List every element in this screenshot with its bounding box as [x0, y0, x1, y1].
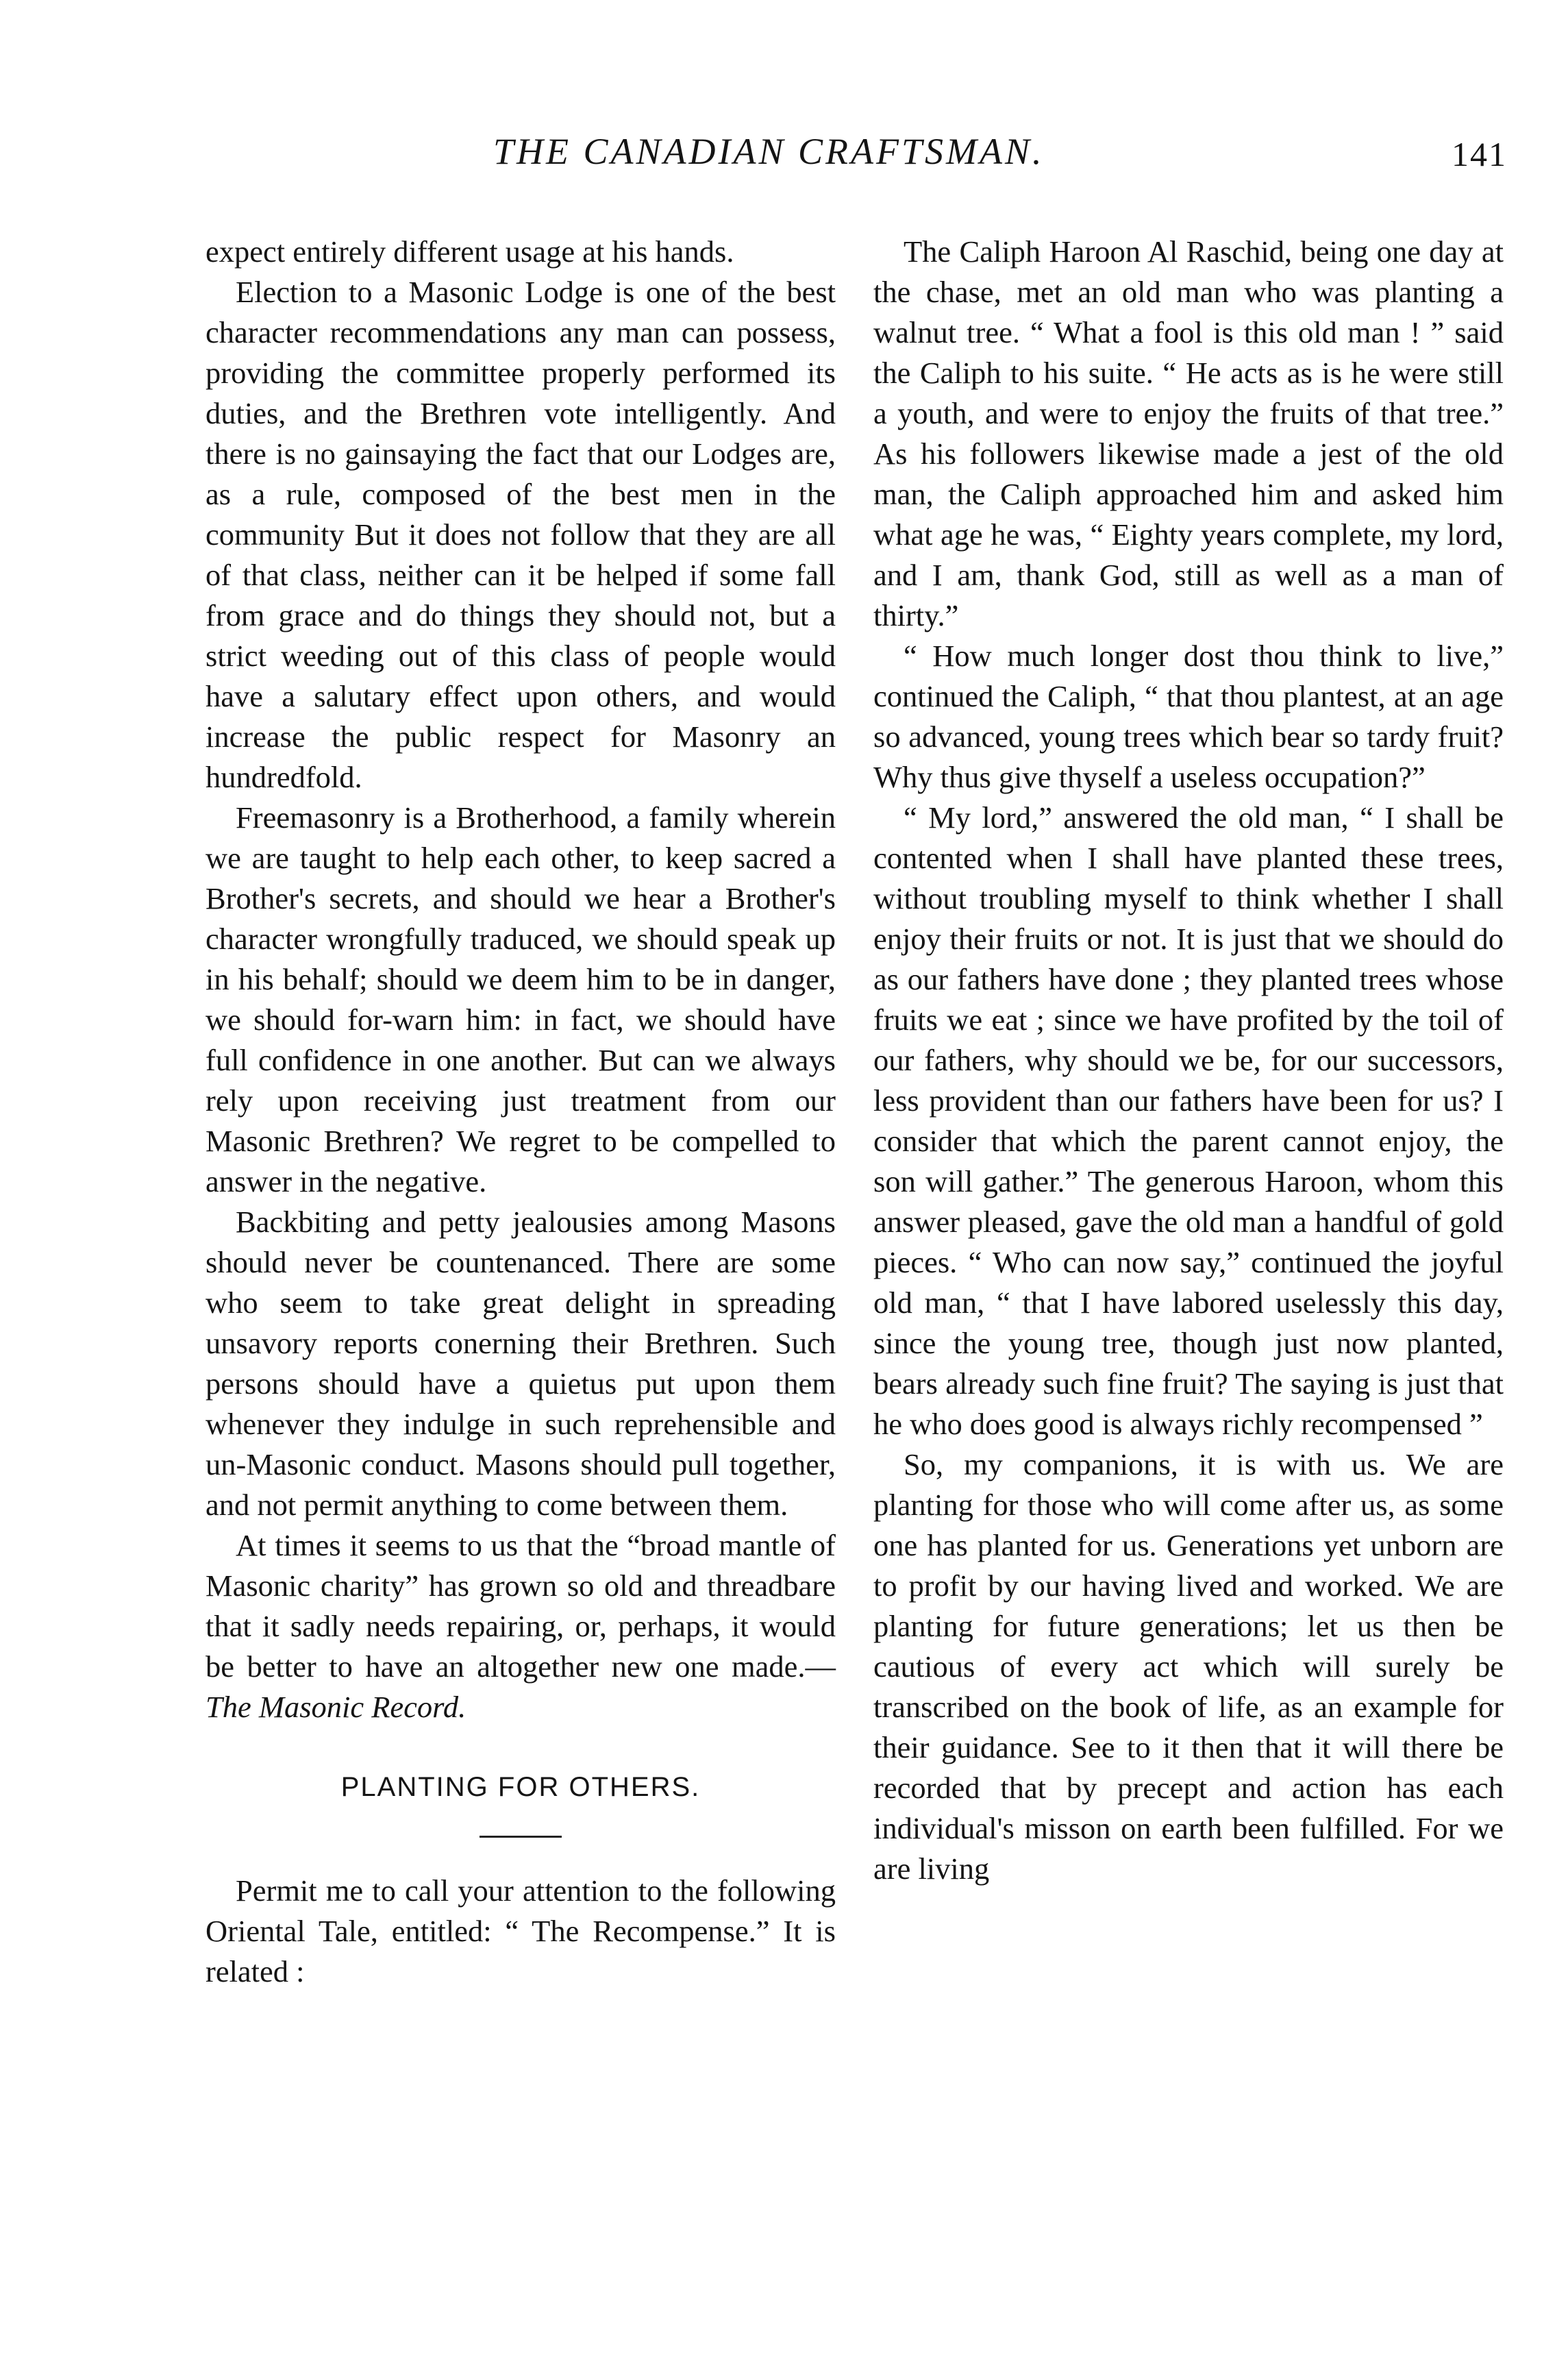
page-header	[206, 130, 1507, 178]
right-paragraph-1: The Caliph Haroon Al Raschid, being one day at the chase, met an old man who was planting a walnut tree. “ What a fool is this old man ! ” said the Caliph to his suite. “ He acts as is he were still a youth, and were to enjoy the fruits of that tree.” As his followers likewise made a jest of the old man, the Caliph approached him and asked him what age he was, “ Eighty years complete, my lord, and I am, thank God, still as well as a man of thirty.”	[873, 234, 1504, 632]
heading-rule	[480, 1836, 562, 1838]
magazine-page	[206, 130, 1507, 2350]
left-paragraph-5-text: At times it seems to us that the “broad mantle of Masonic charity” has grown so old and threadbare that it sadly needs repairing, or, perhaps, it would be better to have an altogether new one made.—	[206, 1528, 836, 1684]
left-paragraph-4: Backbiting and petty jealousies among Masons should never be countenanced. There are some who seem to take great delight in spreading unsavory reports conerning their Brethren. Such persons should have a quietus put upon them whenever they indulge in such reprehensible and un-Masonic conduct. Masons should pull together, and not permit anything to come between them.	[206, 1205, 836, 1522]
page-number: 141	[1452, 135, 1507, 173]
left-paragraph-3: Freemasonry is a Brotherhood, a family wherein we are taught to help each other, to keep sacred a Brother's secrets, and should we hear a Brother's character wrongfully traduced, we should speak up in his behalf; should we deem him to be in danger, we should for-warn him: in fact, we should have full confidence in one another. But can we always rely upon receiving just treatment from our Masonic Brethren? We regret to be compelled to answer in the negative.	[206, 800, 836, 1198]
right-paragraph-2: “ How much longer dost thou think to live,” continued the Caliph, “ that thou plantest, at an age so advanced, young trees which bear so tardy fruit? Why thus give thyself a useless occupation?”	[873, 639, 1504, 794]
right-paragraph-4: So, my companions, it is with us. We are planting for those who will come after us, as some one has planted for us. Generations yet unborn are to profit by our having lived and worked. We are planting for future generations; let us then be cautious of every act which will surely be transcribed on the book of life, as an example for their guidance. See to it then that it will there be recorded that by precept and action has each individual's misson on earth been fulfilled. For we are living	[873, 1447, 1504, 1886]
left-paragraph-5	[206, 1525, 836, 1727]
right-paragraph-3: “ My lord,” answered the old man, “ I shall be contented when I shall have planted these trees, without troubling myself to think whether I shall enjoy their fruits or not. It is just that we should do as our fathers have done ; they planted trees whose fruits we eat ; since we have profited by the toil of our fathers, why should we be, for our successors, less provident than our fathers have been for us? I consider that which the parent cannot enjoy, the son will gather.” The generous Haroon, whom this answer pleased, gave the old man a handful of gold pieces. “ Who can now say,” continued the joyful old man, “ that I have labored uselessly this day, since the young tree, though just now planted, bears already such fine fruit? The saying is just that he who does good is always richly recompensed ”	[873, 800, 1504, 1441]
running-title: THE CANADIAN CRAFTSMAN.	[493, 131, 1045, 172]
right-column	[873, 232, 1504, 1889]
left-column	[206, 232, 836, 1992]
source-attribution: The Masonic Record.	[206, 1690, 466, 1724]
left-paragraph-2: Election to a Masonic Lodge is one of the best character recommendations any man can possess, providing the committee properly performed its duties, and the Brethren vote intelligently. And there is no gainsaying the fact that our Lodges are, as a rule, composed of the best men in the community But it does not follow that they are all of that class, neither can it be helped if some fall from grace and do things they should not, but a strict weeding out of this class of people would have a salutary effect upon others, and would increase the public respect for Masonry an hundredfold.	[206, 275, 836, 794]
left-paragraph-6: Permit me to call your attention to the following Oriental Tale, entitled: “ The Recompense.” It is related :	[206, 1873, 836, 1988]
left-paragraph-1: expect entirely different usage at his hands.	[206, 234, 734, 269]
section-heading: PLANTING FOR OTHERS.	[340, 1772, 701, 1802]
